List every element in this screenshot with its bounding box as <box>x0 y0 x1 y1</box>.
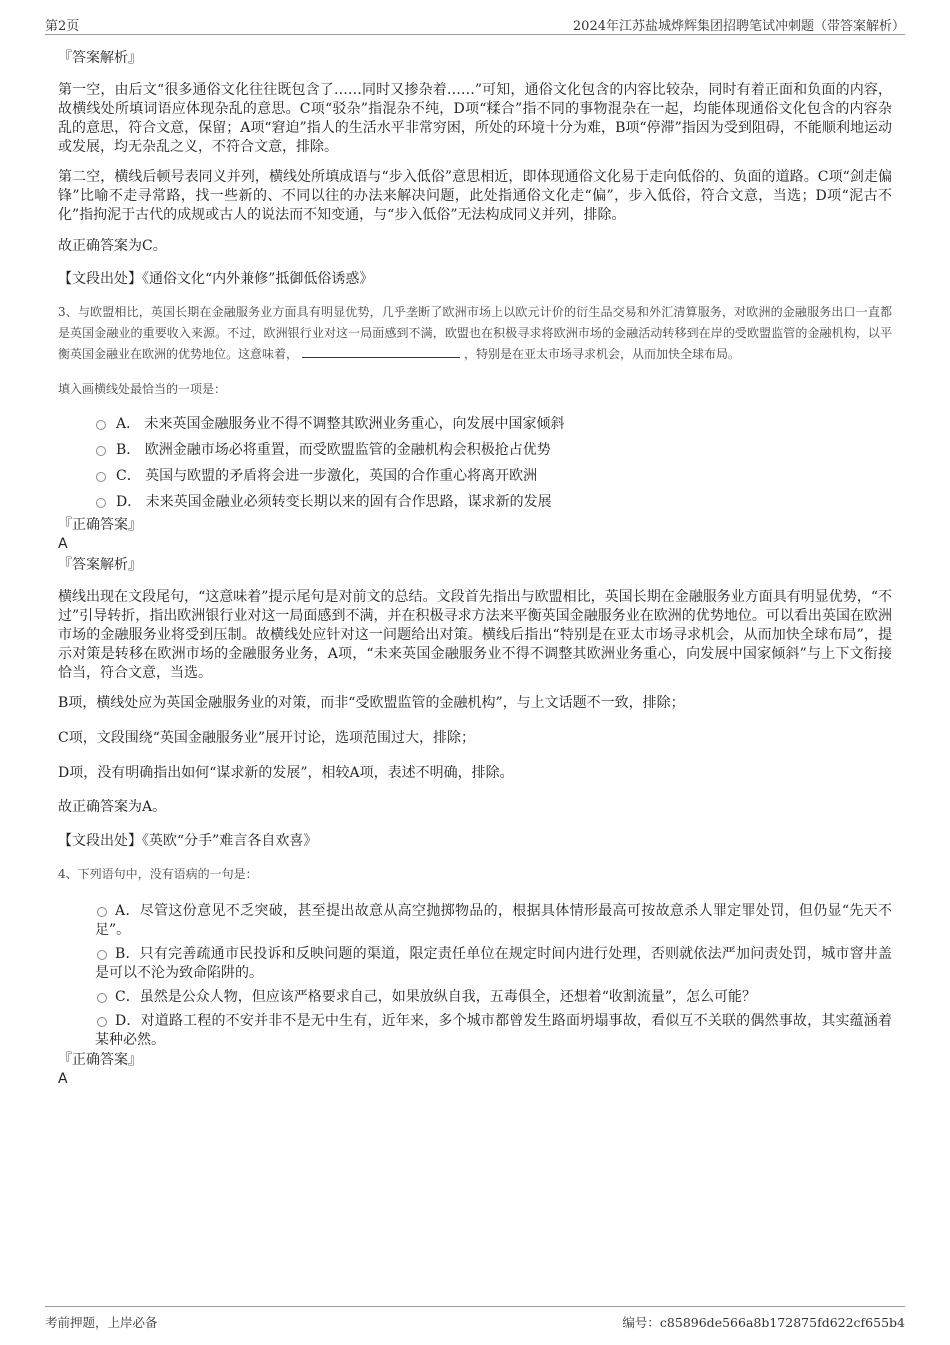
options-list <box>58 415 892 512</box>
correct-answer: A <box>58 1071 68 1087</box>
correct-answer: A <box>58 536 68 552</box>
option-b[interactable]: B． 欧洲金融市场必将重置，而受欧盟监管的金融机构会积极抢占优势 <box>58 441 892 460</box>
option-a[interactable]: A． 未来英国金融服务业不得不调整其欧洲业务重心，向发展中国家倾斜 <box>58 415 892 434</box>
radio-icon[interactable] <box>97 1017 107 1027</box>
analysis-paragraph: C项，文段围绕“英国金融服务业”展开讨论，选项范围过大，排除； <box>58 730 476 746</box>
correct-answer-heading: 『正确答案』 <box>58 1052 142 1068</box>
analysis-paragraph: B项，横线处应为英国金融服务业的对策，而非“受欧盟监管的金融机构”，与上文话题不一致，排除； <box>58 695 685 711</box>
source-citation: 【文段出处】《通俗文化“内外兼修”抵御低俗诱惑》 <box>58 271 374 287</box>
fill-blank-line <box>302 345 460 358</box>
option-d[interactable]: D． 未来英国金融业必须转变长期以来的固有合作思路，谋求新的发展 <box>58 493 892 512</box>
footer-slogan: 考前押题，上岸必备 <box>45 1315 158 1330</box>
analysis-heading: 『答案解析』 <box>58 50 142 66</box>
source-citation: 【文段出处】《英欧“分手”难言各自欢喜》 <box>58 833 318 849</box>
correct-answer-heading: 『正确答案』 <box>58 517 142 533</box>
radio-icon[interactable] <box>97 950 107 960</box>
radio-icon[interactable] <box>96 446 106 456</box>
radio-icon[interactable] <box>96 472 106 482</box>
question-stem-part1: 3、与欧盟相比，英国长期在金融服务业方面具有明显优势，几乎垄断了欧洲市场上以欧元计价的衍生品交易和外汇清算服务，对欧洲的金融服务出口一直都是英国金融业的重要收入来源。不过，欧洲银行业对这一局面感到不满，欧盟也在积极寻求将欧洲市场的金融活动转移到在岸的受欧盟监管的金融机构，以平衡英国金融业在欧洲的优势地位。这意味着， <box>58 305 892 361</box>
question-stem: 4、下列语句中，没有语病的一句是： <box>58 867 258 881</box>
document-id: 编号：c85896de566a8b172875fd622cf655b4 <box>622 1315 905 1330</box>
analysis-paragraph: 第一空，由后文“很多通俗文化往往既包含了……同时又掺杂着……”可知，通俗文化包含的内容比较杂，同时有着正面和负面的内容，故横线处所填词语应体现杂乱的意思。C项“驳杂”指混杂不纯，D项“糅合”指不同的事物混杂在一起，均能体现通俗文化包含的内容杂乱的意思，符合文意，保留；A项“窘迫”指人的生活水平非常穷困，所处的环境十分为难，B项“停滞”指因为受到阻碍，不能顺利地运动或发展，均无杂乱之义，不符合文意，排除。 <box>58 82 892 155</box>
radio-icon[interactable] <box>96 498 106 508</box>
question-prompt: 填入画横线处最恰当的一项是： <box>58 382 227 396</box>
page-footer <box>45 1306 905 1331</box>
option-a[interactable]: A．尽管这份意见不乏突破，甚至提出故意从高空抛掷物品的，根据具体情形最高可按故意杀人罪定罪处罚，但仍显“先天不足”。 <box>95 903 892 938</box>
conclusion-text: 故正确答案为A。 <box>58 799 167 815</box>
analysis-paragraph: 第二空，横线后顿号表同义并列，横线处所填成语与“步入低俗”意思相近，即体现通俗文化易于走向低俗的、负面的道路。C项“剑走偏锋”比喻不走寻常路，找一些新的、不同以往的办法来解决问题，此处指通俗文化走“偏”，步入低俗，符合文意，当选；D项“泥古不化”指拘泥于古代的成规或古人的说法而不知变通，与“步入低俗”无法构成同义并列，排除。 <box>58 169 892 223</box>
radio-icon[interactable] <box>97 993 107 1003</box>
radio-icon[interactable] <box>97 907 107 917</box>
analysis-paragraph: 横线出现在文段尾句，“这意味着”提示尾句是对前文的总结。文段首先指出与欧盟相比，英国长期在金融服务业方面具有明显优势，“不过”引导转折，指出欧洲银行业对这一局面感到不满，并在积极寻求方法来平衡英国金融服务业在欧洲的优势地位。可以看出英国在欧洲市场的金融服务业将受到压制。故横线处应针对这一问题给出对策。横线后指出“特别是在亚太市场寻求机会，从而加快全球布局”，提示对策是转移在欧洲市场的金融服务业务，A项，“未来英国金融服务业不得不调整其欧洲业务重心，向发展中国家倾斜”与上下文衔接恰当，符合文意，当选。 <box>58 589 892 681</box>
option-b[interactable]: B．只有完善疏通市民投诉和反映问题的渠道，限定责任单位在规定时间内进行处理，否则就依法严加问责处罚，城市窨井盖是可以不沦为致命陷阱的。 <box>95 946 892 981</box>
analysis-paragraph: D项，没有明确指出如何“谋求新的发展”，相较A项，表述不明确，排除。 <box>58 765 514 781</box>
page-number: 第2页 <box>45 19 80 34</box>
option-d[interactable]: D．对道路工程的不安并非不是无中生有，近年来，多个城市都曾发生路面坍塌事故，看似互不关联的偶然事故，其实蕴涵着某种必然。 <box>95 1013 892 1048</box>
page-header <box>45 12 905 35</box>
option-c[interactable]: C． 英国与欧盟的矛盾将会进一步激化，英国的合作重心将离开欧洲 <box>58 467 892 486</box>
conclusion-text: 故正确答案为C。 <box>58 238 167 254</box>
radio-icon[interactable] <box>96 420 106 430</box>
option-c[interactable]: C．虽然是公众人物，但应该严格要求自己，如果放纵自我，五毒俱全，还想着“收割流量”，怎么可能？ <box>58 988 892 1007</box>
analysis-heading: 『答案解析』 <box>58 557 142 573</box>
main-content <box>58 44 892 1088</box>
options-list <box>58 902 892 1050</box>
question-stem-part2: ，特别是在亚太市场寻求机会，从而加快全球布局。 <box>464 347 741 361</box>
question-stem <box>58 302 892 365</box>
document-title: 2024年江苏盐城烨辉集团招聘笔试冲刺题（带答案解析） <box>572 19 905 34</box>
